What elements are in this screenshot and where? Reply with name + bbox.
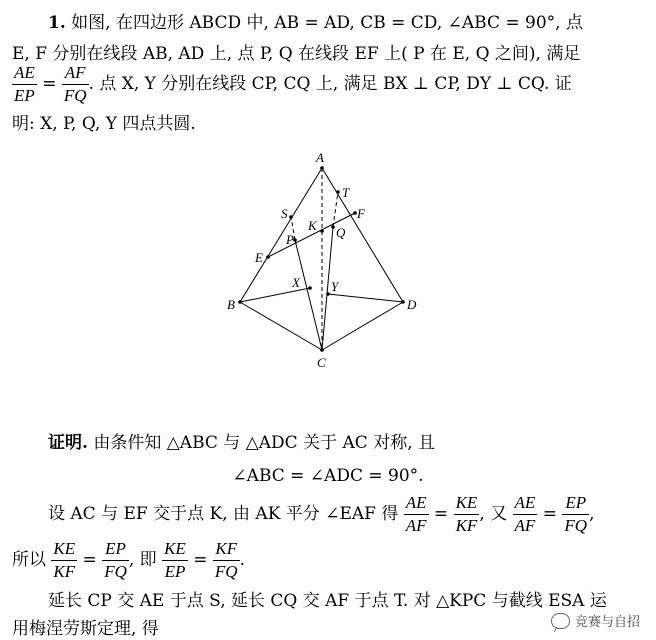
segment-bx [240, 288, 310, 302]
point-s [289, 215, 293, 219]
fraction-ep-fq: $\frac{EP}{FQ}$ [564, 493, 588, 535]
proof-heading: 证明. [48, 433, 88, 453]
proof-line-3: 所以 $\frac{KE}{KF}$ = $\frac{EP}{FQ}$ , 即 $\frac{KE}{EP}$ = $\frac{KF}{FQ}$ . [12, 539, 245, 581]
label-e: E [255, 250, 263, 265]
problem-text-2: E, F 分别在线段 AB, AD 上, 点 P, Q 在线段 EF 上( P 在 E, Q 之间), 满足 [12, 44, 581, 64]
point-d [401, 300, 405, 304]
problem-text-1: 如图, 在四边形 ABCD 中, AB = AD, CB = CD, ∠ABC = 90°, 点 [71, 13, 583, 33]
point-q [331, 225, 335, 229]
fraction-ae-af: $\frac{AE}{AF}$ [405, 493, 427, 535]
label-f: F [357, 206, 365, 221]
proof-text-2a: 设 AC 与 EF 交于点 K, 由 AK 平分 ∠EAF 得 [48, 504, 399, 524]
segment-dy [328, 294, 403, 302]
problem-line-3: $\frac{AE}{EP}$ = $\frac{AF}{FQ}$ . 点 X, Y 分别在线段 CP, CQ 上, 满足 BX ⊥ CP, DY ⊥ CQ. 证 [14, 63, 572, 105]
fraction-ae-af-2: $\frac{AE}{AF}$ [514, 493, 536, 535]
problem-text-3: . 点 X, Y 分别在线段 CP, CQ 上, 满足 BX ⊥ CP, DY ⊥ CQ. 证 [88, 74, 572, 94]
segment-bc [240, 302, 322, 350]
watermark-text: 竞赛与自招 [574, 615, 640, 630]
problem-line-1 [48, 8, 583, 33]
label-t: T [342, 185, 350, 200]
label-a: A [316, 150, 324, 165]
proof-line-1 [48, 428, 435, 453]
fraction-ke-ep: $\frac{KE}{EP}$ [164, 539, 186, 581]
geometry-figure [215, 145, 425, 375]
label-p: P [286, 232, 294, 247]
label-s: S [281, 206, 288, 221]
point-e [266, 255, 270, 259]
fraction-ep-fq-2: $\frac{EP}{FQ}$ [104, 539, 127, 581]
point-b [238, 300, 242, 304]
problem-text-4: 明: X, P, Q, Y 四点共圆. [12, 114, 196, 134]
point-a [320, 166, 324, 170]
proof-text-5: 用梅涅劳斯定理, 得 [12, 619, 159, 639]
point-k [320, 229, 324, 233]
segment-dc [322, 302, 403, 350]
chat-bubble-icon [551, 613, 570, 629]
fraction-ke-kf: $\frac{KE}{KF}$ [455, 493, 478, 535]
fraction-af-fq: $\frac{AF}{FQ}$ [63, 63, 87, 105]
point-y [326, 292, 330, 296]
label-c: C [317, 355, 326, 370]
point-t [336, 190, 340, 194]
label-y: Y [331, 279, 339, 294]
segment-cp [295, 240, 322, 350]
point-x [308, 286, 312, 290]
problem-number: 1. [48, 13, 66, 33]
fraction-ke-kf-2: $\frac{KE}{KF}$ [53, 539, 76, 581]
segment-ab [240, 168, 322, 302]
proof-text-1: 由条件知 △ABC 与 △ADC 关于 AC 对称, 且 [93, 433, 435, 453]
proof-text-4: 延长 CP 交 AE 于点 S, 延长 CQ 交 AF 于点 T. 对 △KPC 与截线 ESA 运 [48, 591, 607, 611]
label-k: K [308, 218, 317, 233]
label-d: D [407, 297, 417, 312]
proof-line-2: 设 AC 与 EF 交于点 K, 由 AK 平分 ∠EAF 得 $\frac{AE}{AF}$ = $\frac{KE}{KF}$ , 又 $\frac{AE}{AF}$ = $\frac{EP}{FQ}$ , [48, 493, 595, 535]
label-b: B [227, 297, 235, 312]
watermark [551, 611, 640, 630]
fraction-ae-ep: $\frac{AE}{EP}$ [14, 63, 35, 105]
label-x: X [292, 275, 300, 290]
proof-display-equation: ∠ABC = ∠ADC = 90°. [232, 466, 424, 486]
label-q: Q [336, 225, 346, 240]
point-c [320, 348, 324, 352]
fraction-kf-fq: $\frac{KF}{FQ}$ [214, 539, 238, 581]
